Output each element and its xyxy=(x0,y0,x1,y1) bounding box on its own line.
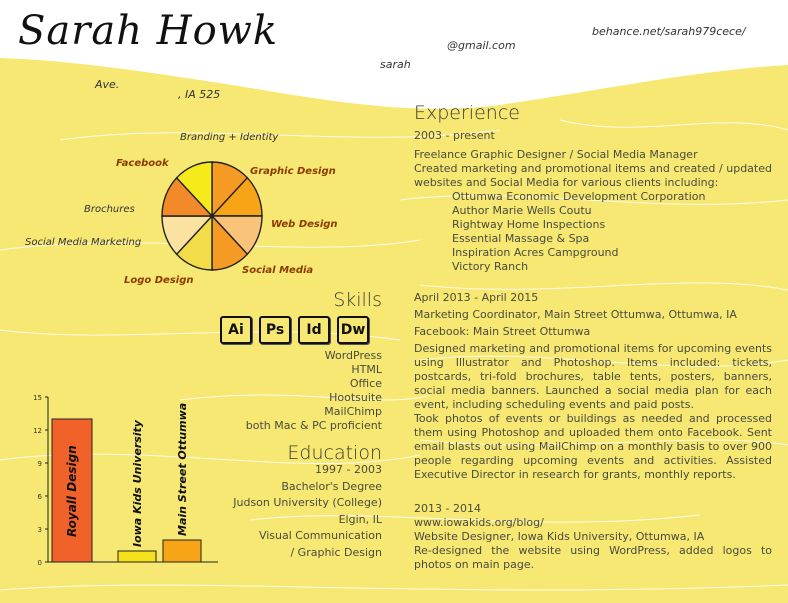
y-tick-label: 15 xyxy=(33,394,42,402)
skill-item: Office xyxy=(349,377,382,390)
experience-title: Experience xyxy=(414,102,520,124)
education-school: Judson University (College) xyxy=(233,496,382,509)
education-details xyxy=(200,462,382,561)
email-domain: @gmail.com xyxy=(447,39,516,52)
job-main-street xyxy=(414,291,772,482)
bar-label: Iowa Kids University xyxy=(131,420,144,547)
job-facebook: Facebook: Main Street Ottumwa xyxy=(414,325,591,338)
job-description-2: Took photos of events or buildings as needed and processed them using Photoshop and uploaded them onto Facebook. Sent email blasts out using MailChimp on a monthly basis to over 900 people regarding upcoming events and activities. Assisted Executive Director in research for grants, monthly reports. xyxy=(414,412,772,481)
y-tick-label: 0 xyxy=(37,559,42,567)
education-city: Elgin, IL xyxy=(338,512,382,526)
job-description: Re-designed the website using WordPress, added logos to photos on main page. xyxy=(414,544,772,571)
education-title: Education xyxy=(287,442,382,464)
education-major-2: / Graphic Design xyxy=(290,545,382,559)
job-dates: 2013 - 2014 xyxy=(414,502,481,515)
photoshop-icon: Ps xyxy=(259,316,291,344)
skill-item: MailChimp xyxy=(324,405,382,418)
client-item: Essential Massage & Spa xyxy=(452,232,590,245)
y-tick-label: 12 xyxy=(33,427,42,435)
job-dates: 2003 - present xyxy=(414,129,495,142)
email-user: sarah xyxy=(380,58,411,71)
y-tick-label: 3 xyxy=(37,526,42,534)
education-major: Visual Communication xyxy=(258,529,382,542)
education-years: 1997 - 2003 xyxy=(315,463,382,476)
website-link[interactable]: behance.net/sarah979cece/ xyxy=(592,25,746,38)
y-tick-label: 9 xyxy=(37,460,42,468)
job-iowa-kids xyxy=(414,502,772,572)
client-item: Ottumwa Economic Development Corporation xyxy=(452,190,706,203)
address-street: Ave. xyxy=(95,78,120,91)
pie-label-graphic-design: Graphic Design xyxy=(250,166,336,177)
pie-label-facebook: Facebook xyxy=(116,158,169,169)
job-freelance xyxy=(414,129,772,274)
bar-label: Royall Design xyxy=(65,445,79,537)
pie-label-social-media: Social Media xyxy=(242,265,314,276)
skill-item: Hootsuite xyxy=(329,391,382,404)
dreamweaver-icon: Dw xyxy=(337,316,369,344)
illustrator-icon: Ai xyxy=(220,316,252,344)
y-tick-label: 6 xyxy=(37,493,42,501)
pie-label-web-design: Web Design xyxy=(271,219,338,230)
job-role: Website Designer, Iowa Kids University, Ottumwa, IA xyxy=(414,530,705,543)
pie-label-branding: Branding + Identity xyxy=(180,132,279,143)
client-item: Rightway Home Inspections xyxy=(452,218,606,231)
pie-label-brochures: Brochures xyxy=(84,204,135,215)
bar xyxy=(163,540,201,562)
address-city: , IA 525 xyxy=(178,88,221,101)
client-item: Author Marie Wells Coutu xyxy=(452,204,592,217)
experience-bar-chart xyxy=(28,390,220,570)
skill-item: both Mac & PC proficient xyxy=(245,419,382,432)
job-role: Marketing Coordinator, Main Street Ottumwa, Ottumwa, IA xyxy=(414,308,737,321)
client-item: Inspiration Acres Campground xyxy=(452,246,619,259)
job-description: Designed marketing and promotional items for upcoming events using Illustrator and Photoshop. Items included: tickets, postcards, tri-fold brochures, table tents, posters, banners, social media banners. Launched a social media plan for each event, including scheduling events and paid posts. xyxy=(414,342,772,411)
client-item: Victory Ranch xyxy=(452,260,529,273)
job-description: Created marketing and promotional items and created / updated websites and Social Media for various clients including: xyxy=(414,162,772,189)
education-degree: Bachelor's Degree xyxy=(281,479,382,493)
skill-item: HTML xyxy=(351,363,382,376)
bar-label: Main Street Ottumwa xyxy=(176,402,189,536)
skills-title: Skills xyxy=(333,289,382,311)
software-badges xyxy=(213,316,369,344)
skills-list xyxy=(200,349,382,433)
name-title: Sarah Howk xyxy=(18,8,279,54)
bar xyxy=(118,551,156,562)
job-role: Freelance Graphic Designer / Social Media Manager xyxy=(414,148,698,161)
job-dates: April 2013 - April 2015 xyxy=(414,291,539,304)
skills-pie-chart xyxy=(160,160,264,272)
skill-item: WordPress xyxy=(324,349,382,362)
pie-label-social-media-marketing: Social Media Marketing xyxy=(25,237,142,248)
indesign-icon: Id xyxy=(298,316,330,344)
job-url[interactable]: www.iowakids.org/blog/ xyxy=(414,516,544,529)
pie-label-logo-design: Logo Design xyxy=(124,275,194,286)
